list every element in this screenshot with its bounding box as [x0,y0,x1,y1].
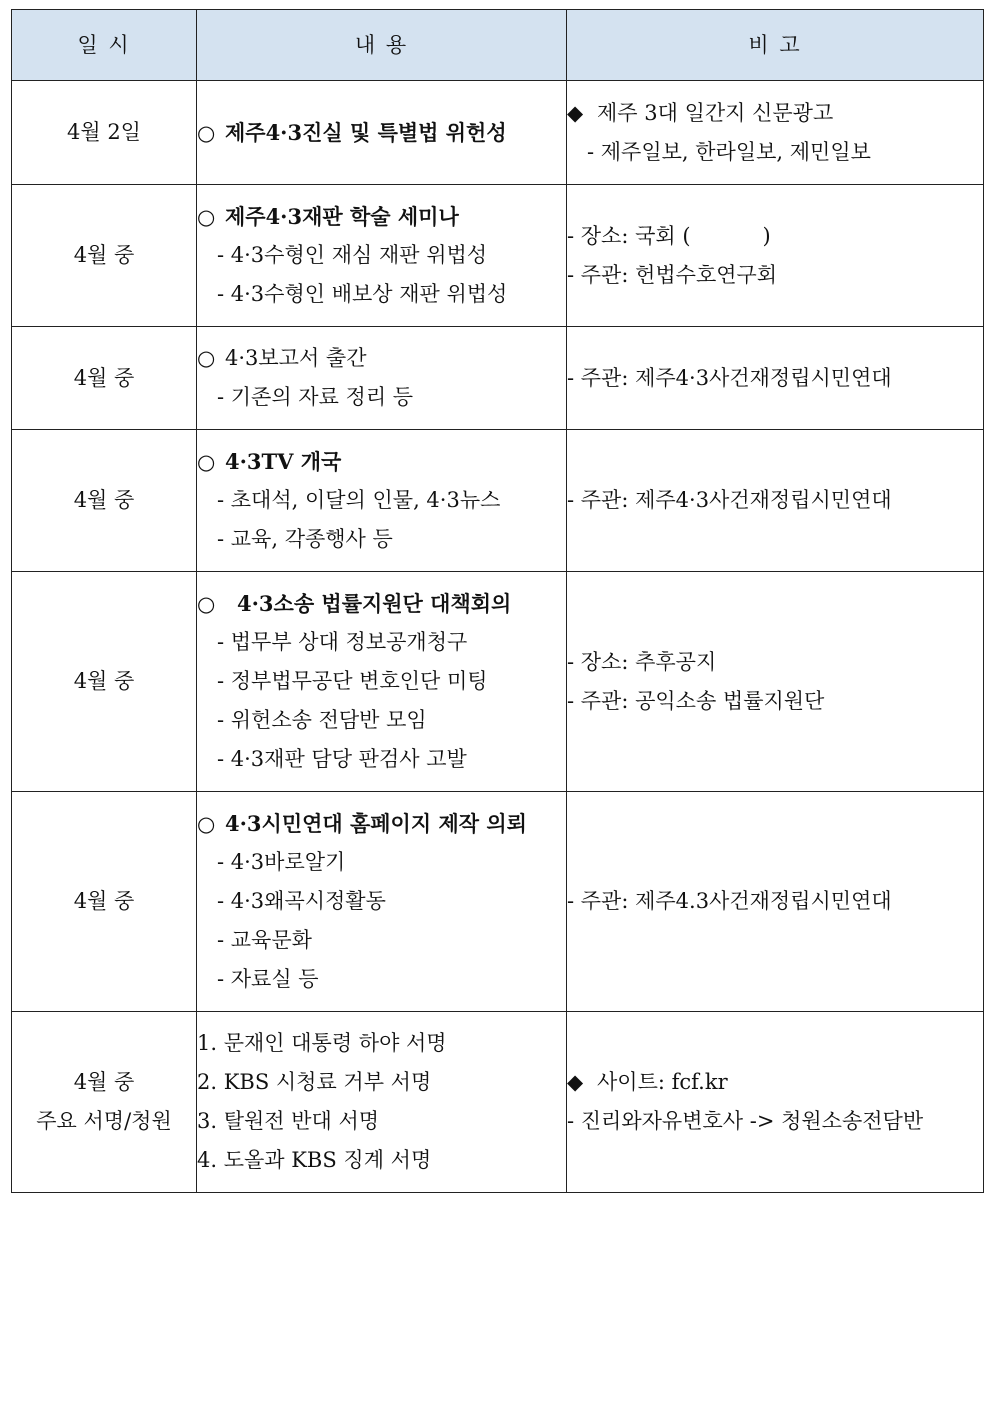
row-content [197,327,567,430]
row-note [567,327,984,430]
note-line: - 주관: 공익소송 법률지원단 [567,688,825,713]
list-item: - 4·3왜곡시정활동 [217,889,386,913]
row-title: 제주4·3진실 및 특별법 위헌성 [225,120,507,145]
list-item: - 초대석, 이달의 인물, 4·3뉴스 [217,488,501,512]
list-item: 4. 도올과 KBS 징계 서명 [197,1148,432,1172]
row-content [197,572,567,792]
row-date [12,1012,197,1193]
table-row [12,1012,984,1193]
row-title: 4·3시민연대 홈페이지 제작 의뢰 [225,811,527,836]
row-content [197,185,567,327]
note-line: - 장소: 추후공지 [567,649,717,674]
header-row [12,10,984,81]
note-line: - 제주일보, 한라일보, 제민일보 [587,139,871,164]
row-note [567,430,984,572]
row-date: 4월 중 [12,185,197,327]
row-note [567,185,984,327]
circle-bullet: ○ [197,346,216,370]
note-line: - 주관: 제주4.3사건재정립시민연대 [567,889,892,913]
note-line: - 진리와자유변호사 -> 청원소송전담반 [567,1109,924,1133]
row-title: 제주4·3재판 학술 세미나 [225,204,459,229]
row-date: 4월 중 [12,327,197,430]
list-item: - 정부법무공단 변호인단 미팅 [217,669,488,693]
list-item: - 4·3수형인 배보상 재판 위법성 [217,282,508,306]
header-date: 일 시 [12,10,197,81]
table-row [12,430,984,572]
row-title: 4·3TV 개국 [225,449,342,474]
list-item: - 위헌소송 전담반 모임 [217,708,427,732]
circle-bullet: ○ [197,811,216,836]
row-date: 4월 중 [12,572,197,792]
row-date-line: 4월 중 [73,1070,135,1094]
note-line: - 주관: 제주4·3사건재정립시민연대 [567,365,892,390]
note-line: 제주 3대 일간지 신문광고 [597,100,834,125]
table-row [12,185,984,327]
row-note [567,1012,984,1193]
row-content [197,81,567,185]
circle-bullet: ○ [197,449,216,474]
row-note [567,792,984,1012]
row-date-line: 주요 서명/청원 [36,1109,172,1133]
list-item: - 자료실 등 [217,967,319,991]
table-row [12,572,984,792]
table-row [12,792,984,1012]
note-line: 사이트: fcf.kr [597,1070,728,1094]
diamond-bullet: ◆ [567,100,584,125]
row-title: 4·3보고서 출간 [225,346,367,370]
circle-bullet: ○ [197,204,216,229]
note-line: - 주관: 제주4·3사건재정립시민연대 [567,488,892,512]
note-line: - 장소: 국회 ( [567,223,691,248]
row-note [567,81,984,185]
note-line-close: ) [762,223,771,248]
table-row [12,81,984,185]
list-item: 3. 탈원전 반대 서명 [197,1109,380,1133]
row-content [197,1012,567,1193]
list-item: - 법무부 상대 정보공개청구 [217,630,468,654]
row-date: 4월 중 [12,792,197,1012]
list-item: - 4·3바로알기 [217,850,346,874]
list-item: - 4·3수형인 재심 재판 위법성 [217,243,488,267]
list-item: - 교육, 각종행사 등 [217,527,393,551]
schedule-table [11,9,984,1193]
list-item: - 교육문화 [217,928,312,952]
circle-bullet: ○ [197,591,216,616]
row-content [197,430,567,572]
list-item: 2. KBS 시청료 거부 서명 [197,1070,432,1094]
table-row [12,327,984,430]
row-date: 4월 2일 [12,81,197,185]
row-title: 4·3소송 법률지원단 대책회의 [237,591,512,616]
row-note [567,572,984,792]
list-item: - 4·3재판 담당 판검사 고발 [217,747,467,771]
circle-bullet: ○ [197,120,216,145]
header-content: 내 용 [197,10,567,81]
header-note: 비 고 [567,10,984,81]
row-date: 4월 중 [12,430,197,572]
list-item: 1. 문재인 대통령 하야 서명 [197,1031,447,1055]
note-line: - 주관: 헌법수호연구회 [567,262,778,287]
row-content [197,792,567,1012]
list-item: - 기존의 자료 정리 등 [217,385,414,409]
diamond-bullet: ◆ [567,1070,584,1094]
